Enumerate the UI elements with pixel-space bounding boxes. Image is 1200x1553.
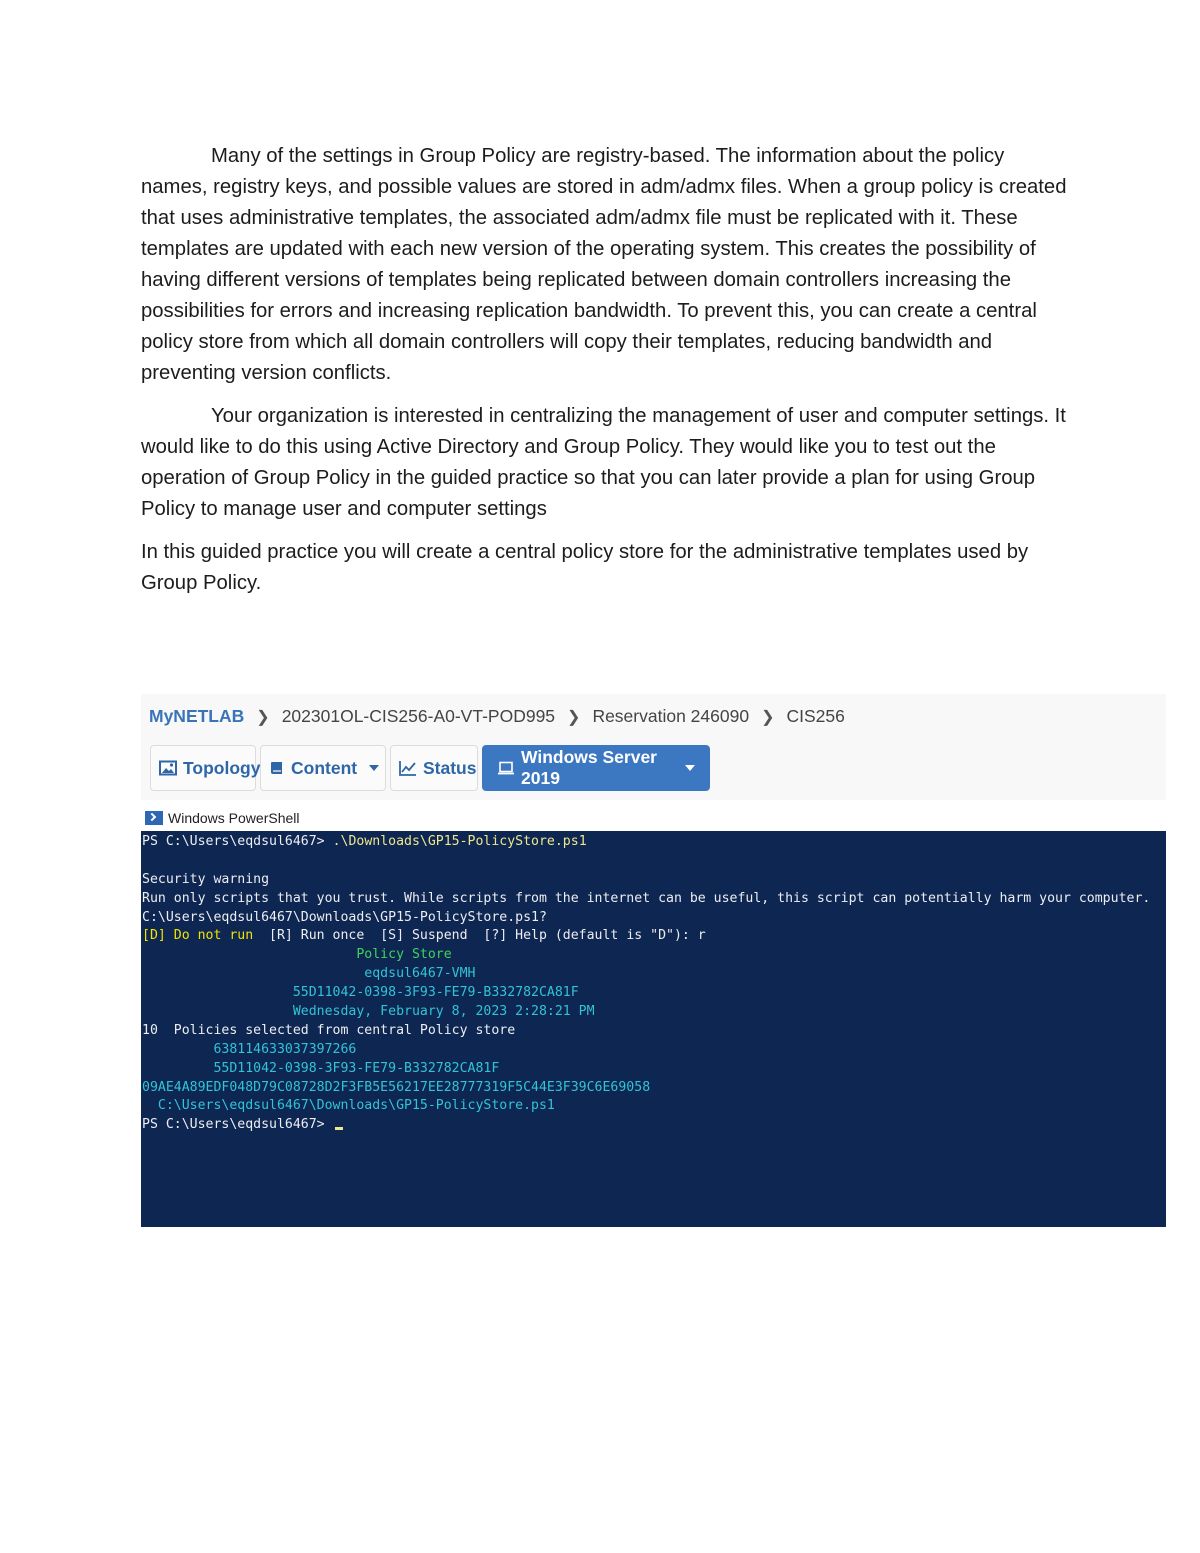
console-line: C:\Users\eqdsul6467\Downloads\GP15-PolicyStore.ps1: [142, 1098, 555, 1114]
console-line: C:\Users\eqdsul6467\Downloads\GP15-PolicyStore.ps1?: [142, 909, 547, 925]
image-icon: [159, 760, 177, 776]
organization-paragraph: Your organization is interested in centralizing the management of user and computer settings. It would like to do this using Active Directory and Group Policy. They would like you to test out the operation of Group Policy in the guided practice so that you can later provide a plan for using Group Policy to manage user and computer settings: [141, 405, 1066, 520]
console-line: Run only scripts that you trust. While scripts from the internet can be useful, this script can potentially harm your computer.: [142, 890, 1151, 906]
chevron-down-icon: [685, 765, 695, 771]
console-line: 55D11042-0398-3F93-FE79-B332782CA81F: [142, 985, 579, 1001]
console-prompt: PS C:\Users\eqdsul6467>: [142, 1117, 333, 1133]
breadcrumb-pod[interactable]: 202301OL-CIS256-A0-VT-POD995: [281, 706, 556, 726]
breadcrumb: [149, 706, 845, 727]
console-command: .\Downloads\GP15-PolicyStore.ps1: [332, 834, 587, 849]
tab-windows-server[interactable]: [482, 745, 710, 791]
console-line: [142, 833, 1166, 852]
breadcrumb-home[interactable]: MyNETLAB: [149, 706, 245, 726]
lab-tabs: [150, 745, 710, 791]
laptop-icon: [497, 760, 515, 776]
tab-content-label: Content: [291, 757, 358, 778]
powershell-icon: [145, 811, 163, 825]
book-icon: [269, 760, 285, 776]
console-line: 09AE4A89EDF048D79C08728D2F3FB5E56217EE28777319F5C44E3F39C6E69058: [142, 1079, 651, 1095]
console-default-option: [D] Do not run: [142, 928, 254, 944]
powershell-console[interactable]: [141, 831, 1166, 1227]
mynetlab-screenshot: [141, 694, 1166, 1227]
console-line: Policy Store: [142, 947, 452, 963]
console-line: Wednesday, February 8, 2023 2:28:21 PM: [142, 1004, 595, 1020]
console-line: 638114633037397266: [142, 1041, 357, 1057]
chart-line-icon: [399, 760, 417, 776]
tab-topology[interactable]: [150, 745, 261, 791]
document-body: [141, 141, 1071, 611]
intro-paragraph: Many of the settings in Group Policy are registry-based. The information about the policy names, registry keys, and possible values are stored in adm/admx files. When a group policy is created that uses administrative templates, the associated adm/admx file must be replicated with it. These templates are updated with each new version of the operating system. This creates the possibility of having different versions of templates being replicated between domain controllers increasing the possibilities for errors and increasing replication bandwidth. To prevent this, you can create a central policy store from which all domain controllers will copy their templates, reducing bandwidth and preventing version conflicts.: [141, 145, 1067, 384]
tab-status-label: Status: [423, 757, 477, 778]
console-line: [142, 927, 1166, 946]
console-prompt: PS C:\Users\eqdsul6467>: [142, 834, 333, 849]
console-line: eqdsul6467-VMH: [142, 966, 476, 982]
console-options: [R] Run once [S] Suspend [?] Help (default is "D"): r: [253, 928, 706, 944]
chevron-right-icon: ❯: [567, 708, 581, 726]
tab-windows-server-label: Windows Server 2019: [521, 747, 657, 788]
console-line: 55D11042-0398-3F93-FE79-B332782CA81F: [142, 1060, 500, 1076]
console-line: Security warning: [142, 871, 270, 887]
chevron-down-icon: [369, 765, 379, 771]
chevron-right-icon: ❯: [256, 708, 270, 726]
powershell-window-title: Windows PowerShell: [168, 810, 300, 826]
powershell-title-bar: [141, 808, 300, 828]
lab-header: [141, 694, 1166, 800]
console-cursor: [335, 1127, 343, 1130]
console-line: [142, 1116, 1166, 1135]
chevron-right-icon: ❯: [761, 708, 775, 726]
breadcrumb-reservation[interactable]: Reservation 246090: [592, 706, 750, 726]
breadcrumb-course[interactable]: CIS256: [786, 706, 845, 726]
tab-topology-label: Topology: [183, 757, 261, 778]
tab-content[interactable]: [260, 745, 386, 791]
tab-status[interactable]: [390, 745, 478, 791]
console-line: 10 Policies selected from central Policy store: [142, 1022, 516, 1038]
console-line: [142, 852, 1166, 871]
guided-practice-paragraph: In this guided practice you will create a central policy store for the administrative templates used by Group Policy.: [141, 541, 1029, 594]
